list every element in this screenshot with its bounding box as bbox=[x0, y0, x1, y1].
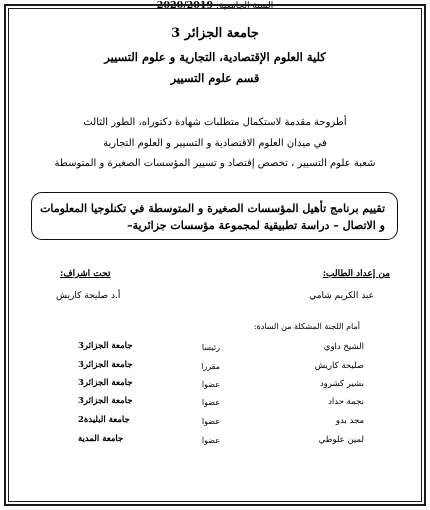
academic-year-value: 2020/2019 bbox=[156, 0, 214, 11]
committee-member-university: جامعة الجزائر3 bbox=[78, 360, 133, 370]
committee-label: أمام اللجنة المشكلة من السادة: bbox=[253, 322, 360, 331]
thesis-description-line1: أطروحة مقدمة لاستكمال متطلبات شهادة دكتوراه، الطور الثالث bbox=[83, 117, 347, 128]
thesis-description-line3: شعبة علوم التسيير ، تخصص إقتصاد و تسيير المؤسسات الصغيرة و المتوسطة bbox=[54, 158, 376, 169]
committee-member-university: جامعة البليدة2 bbox=[78, 415, 130, 425]
committee-member-role: عضوا bbox=[201, 380, 220, 389]
committee-member-name: صليحة كاريش bbox=[314, 361, 364, 371]
committee-member-role: رئيسا bbox=[201, 343, 220, 352]
committee-member-university: جامعة الجزائر3 bbox=[78, 341, 133, 351]
thesis-title-line1: تقييم برنامج تأهيل المؤسسات الصغيرة و المتوسطة في تكنلوجيا المعلومات bbox=[40, 202, 385, 215]
committee-member-university: جامعة الجزائر3 bbox=[78, 396, 133, 406]
student-name: عبد الكريم شامي bbox=[309, 291, 374, 301]
committee-member-name: نجمة حداد bbox=[328, 397, 364, 407]
committee-member-name: الشيخ داوي bbox=[323, 342, 364, 352]
thesis-title-box bbox=[31, 192, 398, 240]
committee-member-role: مقررا bbox=[201, 362, 220, 371]
supervisor-label: تحت اشراف: bbox=[60, 269, 111, 279]
supervisor-name: أ.د صليحة كاريش bbox=[56, 291, 121, 301]
faculty-name: كلية العلوم الإقتصادية، التجارية و علوم التسيير bbox=[104, 50, 326, 64]
committee-member-role: عضوا bbox=[201, 398, 220, 407]
committee-member-university: جامعة المدية bbox=[78, 434, 124, 444]
committee-member-name: مجد بدو bbox=[335, 416, 364, 426]
committee-member-name: لمين علوطي bbox=[318, 435, 364, 445]
thesis-description-line2: في ميدان العلوم الاقتصادية و التسيير و العلوم التجارية bbox=[103, 138, 327, 149]
committee-member-name: بشير كشرود bbox=[319, 379, 364, 389]
department-name: قسم علوم التسيير bbox=[170, 71, 260, 85]
committee-member-role: عضوا bbox=[201, 417, 220, 426]
committee-member-university: جامعة الجزائر3 bbox=[78, 378, 133, 388]
academic-year-label: السنة الجامعية: bbox=[216, 1, 274, 11]
thesis-title-line2: و الاتصال – دراسة تطبيقية لمجموعة مؤسسات جزائرية– bbox=[127, 219, 385, 232]
committee-member-role: عضوا bbox=[201, 436, 220, 445]
university-name: جامعة الجزائر 3 bbox=[171, 26, 259, 41]
prepared-by-label: من إعداد الطالب: bbox=[322, 269, 390, 279]
